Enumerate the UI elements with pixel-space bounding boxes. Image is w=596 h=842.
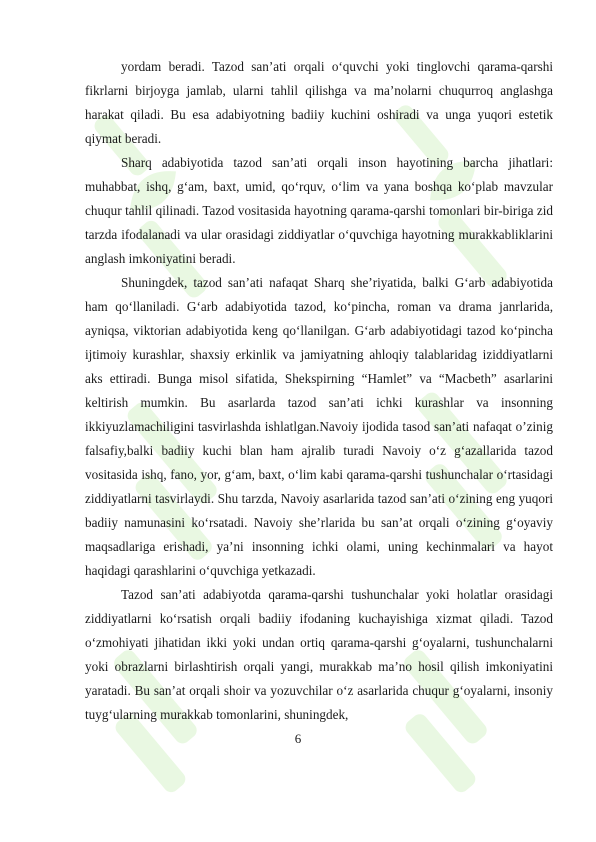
paragraph: Shuningdek, tazod san’ati nafaqat Sharq she’riyatida, balki G‘arb adabiyotida ham qo‘llaniladi. G‘arb adabiyotida tazod, ko‘pincha, roman va drama janrlarida, ayniqsa, viktorian adabiyotida keng qo‘llanilgan. G‘arb adabiyotidagi tazod ko‘pincha ijtimoiy kurashlar, shaxsiy erkinlik va jamiyatning ahloqiy talablaridag iziddiyatlarni aks ettiradi. Bunga misol sifatida, Shekspirning “Hamlet” va “Macbeth” asarlarini keltirish mumkin. Bu asarlarda tazod san’ati ichki kurashlar va insonning ikkiyuzlamachiligini tasvirlashda ishlatlgan.Navoiy ijodida tasod san’ati nafaqat o’zinig falsafiy,balki badiiy kuchi blan ham ajralib turadi Navoiy o‘z g‘azallarida tazod vositasida ishq, fano, yor, g‘am, baxt, o‘lim kabi qarama-qarshi tushunchalar o‘rtasidagi ziddiyatlarni tasvirlaydi. Shu tarzda, Navoiy asarlarida tazod san’ati o‘zining eng yuqori badiiy namunasini ko‘rsatadi. Navoiy she’rlarida bu san’at orqali o‘zining g‘oyaviy maqsadlariga erishadi, ya’ni insonning ichki olami, uning kechinmalari va hayot haqidagi qarashlarini o‘quvchiga yetkazadi. xyxy=(85,275,553,578)
page-number: 6 xyxy=(294,731,302,746)
document-body xyxy=(85,55,553,727)
paragraph: Tazod san’ati adabiyotda qarama-qarshi tushunchalar yoki holatlar orasidagi ziddiyatlarni ko‘rsatish orqali badiiy ifodaning kuchayishiga xizmat qiladi. Tazod o‘zmohiyati jihatidan ikki yoki undan ortiq qarama-qarshi g‘oyalarni, tushunchalarni yoki obrazlarni birlashtirish orqali yangi, murakkab ma’no hosil qilish imkoniyatini yaratadi. Bu san’at orqali shoir va yozuvchilar o‘z asarlarida chuqur g‘oyalarni, insoniy tuyg‘ularning murakkab tomonlarini, shuningdek, xyxy=(85,587,553,722)
paragraph: yordam beradi. Tazod san’ati orqali o‘quvchi yoki tinglovchi qarama-qarshi fikrlarni birjoyga jamlab, ularni tahlil qilishga va ma’nolarni chuqurroq anglashga harakat qiladi. Bu esa adabiyotning badiiy kuchini oshiradi va unga yuqori estetik qiymat beradi. xyxy=(85,59,553,146)
paragraph: Sharq adabiyotida tazod san’ati orqali inson hayotining barcha jihatlari: muhabbat, ishq, g‘am, baxt, umid, qo‘rquv, o‘lim va yana boshqa ko‘plab mavzular chuqur tahlil qilinadi. Tazod vositasida hayotning qarama-qarshi tomonlari bir-biriga zid tarzda ifodalanadi va ular orasidagi ziddiyatlar o‘quvchiga hayotning murakkabliklarini anglash imkoniyatini beradi. xyxy=(85,155,553,266)
